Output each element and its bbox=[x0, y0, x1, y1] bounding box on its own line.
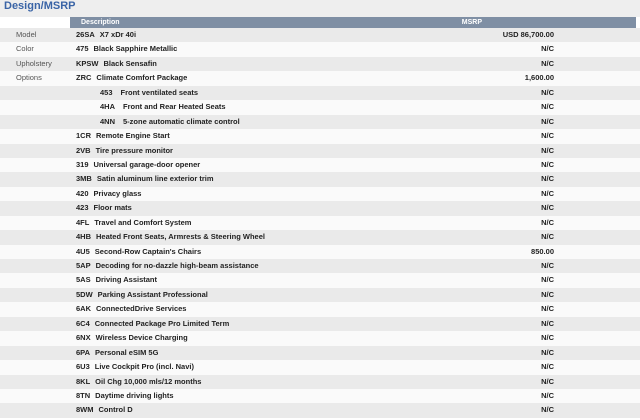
option-msrp: N/C bbox=[541, 362, 554, 372]
option-code: 6C4 bbox=[76, 318, 90, 328]
option-description: 5-zone automatic climate control bbox=[123, 116, 240, 126]
option-msrp: N/C bbox=[541, 304, 554, 314]
table-row bbox=[0, 245, 640, 259]
option-description: Satin aluminum line exterior trim bbox=[96, 174, 214, 184]
option-code: 420 bbox=[76, 188, 89, 198]
option-msrp: N/C bbox=[541, 261, 554, 270]
row-option bbox=[72, 187, 482, 201]
row-category-label bbox=[0, 317, 72, 331]
table-row bbox=[0, 389, 640, 403]
row-category-label bbox=[0, 129, 72, 143]
row-category-label bbox=[0, 273, 72, 287]
row-option bbox=[72, 360, 482, 374]
option-description: Daytime driving lights bbox=[95, 390, 174, 400]
option-description: Universal garage-door opener bbox=[93, 159, 201, 169]
option-code: 6NX bbox=[76, 333, 91, 343]
row-category-label: Color bbox=[16, 44, 34, 54]
option-code: 6AK bbox=[76, 304, 92, 314]
option-description: Oil Chg 10,000 mls/12 months bbox=[95, 376, 202, 386]
option-code: 8WM bbox=[76, 405, 94, 415]
option-msrp: USD 86,700.00 bbox=[502, 30, 554, 39]
option-code: 5AP bbox=[76, 261, 91, 270]
table-row bbox=[0, 71, 640, 85]
option-code: 2VB bbox=[76, 145, 91, 155]
row-category-label bbox=[0, 144, 72, 158]
row-category-label bbox=[0, 216, 72, 230]
row-category-label bbox=[0, 115, 72, 129]
table-row bbox=[0, 158, 640, 172]
row-category-label bbox=[0, 259, 72, 273]
row-category-label bbox=[0, 375, 72, 389]
option-description: Control D bbox=[98, 405, 133, 415]
option-description: Black Sensafin bbox=[103, 58, 157, 68]
option-code: 4NN bbox=[100, 116, 116, 126]
option-msrp: N/C bbox=[541, 58, 554, 68]
table-header bbox=[70, 17, 636, 28]
option-description: Driving Assistant bbox=[95, 275, 157, 285]
table-row bbox=[0, 403, 640, 417]
row-category-label: Model bbox=[16, 30, 37, 39]
row-category-label bbox=[0, 245, 72, 259]
option-code: 4HB bbox=[76, 232, 92, 242]
row-option bbox=[72, 389, 482, 403]
option-msrp: N/C bbox=[541, 145, 554, 155]
option-msrp: N/C bbox=[541, 102, 554, 112]
option-description: ConnectedDrive Services bbox=[96, 304, 187, 314]
table-row bbox=[0, 216, 640, 230]
option-description: Front and Rear Heated Seats bbox=[123, 102, 226, 112]
row-option bbox=[72, 28, 482, 42]
option-msrp: 850.00 bbox=[531, 246, 554, 256]
option-msrp: N/C bbox=[541, 333, 554, 343]
row-category-label bbox=[0, 288, 72, 302]
option-msrp: 1,600.00 bbox=[524, 73, 554, 83]
row-option bbox=[72, 71, 482, 85]
row-option bbox=[72, 100, 482, 114]
option-msrp: N/C bbox=[541, 347, 554, 357]
option-code: 4HA bbox=[100, 102, 116, 112]
option-code: 5AS bbox=[76, 275, 91, 285]
option-code: 5DW bbox=[76, 289, 93, 299]
option-msrp: N/C bbox=[541, 188, 554, 198]
option-description: Second-Row Captain's Chairs bbox=[94, 246, 202, 256]
table-row bbox=[0, 317, 640, 331]
row-category-label bbox=[0, 172, 72, 186]
option-description: Travel and Comfort System bbox=[94, 217, 192, 227]
row-option bbox=[72, 273, 482, 287]
option-msrp: N/C bbox=[541, 159, 554, 169]
option-code: 3MB bbox=[76, 174, 92, 184]
row-category-label bbox=[0, 100, 72, 114]
row-category-label bbox=[0, 201, 72, 215]
option-code: ZRC bbox=[76, 73, 92, 83]
option-code: KPSW bbox=[76, 58, 99, 68]
row-category-label bbox=[0, 389, 72, 403]
option-msrp: N/C bbox=[541, 131, 554, 141]
option-description: Climate Comfort Package bbox=[96, 73, 188, 83]
option-description: Connected Package Pro Limited Term bbox=[94, 318, 230, 328]
table-row bbox=[0, 28, 640, 42]
row-option bbox=[72, 288, 482, 302]
table-row bbox=[0, 86, 640, 100]
table-row bbox=[0, 57, 640, 71]
description-column-header: Description bbox=[81, 19, 120, 26]
option-code: 319 bbox=[76, 159, 89, 169]
option-code: 1CR bbox=[76, 131, 92, 141]
row-option bbox=[72, 375, 482, 389]
option-description: Remote Engine Start bbox=[96, 131, 170, 141]
table-row bbox=[0, 115, 640, 129]
option-msrp: N/C bbox=[541, 390, 554, 400]
row-option bbox=[72, 144, 482, 158]
option-code: 4U5 bbox=[76, 246, 90, 256]
table-row bbox=[0, 375, 640, 389]
option-description: Live Cockpit Pro (incl. Navi) bbox=[94, 362, 194, 372]
option-code: 8KL bbox=[76, 376, 91, 386]
option-description: Floor mats bbox=[93, 203, 132, 213]
option-msrp: N/C bbox=[541, 275, 554, 285]
row-category-label bbox=[0, 302, 72, 316]
option-code: 475 bbox=[76, 44, 89, 54]
row-category-label bbox=[0, 86, 72, 100]
row-category-label bbox=[0, 158, 72, 172]
table-row bbox=[0, 259, 640, 273]
row-option bbox=[72, 115, 482, 129]
row-option bbox=[72, 331, 482, 345]
row-option bbox=[72, 172, 482, 186]
option-table bbox=[0, 28, 640, 418]
option-code: 4FL bbox=[76, 217, 90, 227]
row-option bbox=[72, 317, 482, 331]
row-category-label bbox=[0, 403, 72, 417]
table-row bbox=[0, 100, 640, 114]
option-msrp: N/C bbox=[541, 318, 554, 328]
row-category-label bbox=[0, 331, 72, 345]
option-code: 453 bbox=[100, 87, 113, 97]
option-description: Parking Assistant Professional bbox=[97, 289, 208, 299]
row-option bbox=[72, 129, 482, 143]
row-option bbox=[72, 230, 482, 244]
row-category-label bbox=[0, 360, 72, 374]
option-description: Front ventilated seats bbox=[120, 87, 199, 97]
option-description: Wireless Device Charging bbox=[95, 333, 188, 343]
option-msrp: N/C bbox=[541, 217, 554, 227]
option-description: Tire pressure monitor bbox=[95, 145, 173, 155]
table-row bbox=[0, 288, 640, 302]
table-row bbox=[0, 42, 640, 56]
option-msrp: N/C bbox=[541, 116, 554, 126]
option-description: Black Sapphire Metallic bbox=[93, 44, 178, 54]
table-row bbox=[0, 302, 640, 316]
table-row bbox=[0, 230, 640, 244]
option-description: Decoding for no-dazzle high-beam assistance bbox=[95, 261, 259, 270]
row-option bbox=[72, 57, 482, 71]
table-row bbox=[0, 187, 640, 201]
row-option bbox=[72, 259, 482, 273]
section-title: Design/MSRP bbox=[0, 0, 640, 17]
option-code: 6PA bbox=[76, 347, 91, 357]
option-code: 6U3 bbox=[76, 362, 90, 372]
row-category-label: Options bbox=[16, 73, 42, 83]
table-row bbox=[0, 346, 640, 360]
row-option bbox=[72, 403, 482, 417]
option-description: X7 xDr 40i bbox=[99, 30, 137, 39]
option-code: 26SA bbox=[76, 30, 95, 39]
table-row bbox=[0, 201, 640, 215]
table-row bbox=[0, 360, 640, 374]
option-msrp: N/C bbox=[541, 405, 554, 415]
row-option bbox=[72, 42, 482, 56]
option-msrp: N/C bbox=[541, 87, 554, 97]
row-category-label bbox=[0, 230, 72, 244]
option-msrp: N/C bbox=[541, 232, 554, 242]
row-option bbox=[72, 216, 482, 230]
table-row bbox=[0, 172, 640, 186]
table-row bbox=[0, 331, 640, 345]
option-code: 423 bbox=[76, 203, 89, 213]
option-msrp: N/C bbox=[541, 203, 554, 213]
row-option bbox=[72, 302, 482, 316]
table-row bbox=[0, 273, 640, 287]
row-option bbox=[72, 158, 482, 172]
row-option bbox=[72, 201, 482, 215]
option-msrp: N/C bbox=[541, 376, 554, 386]
msrp-column-header: MSRP bbox=[461, 19, 482, 26]
row-category-label bbox=[0, 346, 72, 360]
table-row bbox=[0, 129, 640, 143]
option-description: Privacy glass bbox=[93, 188, 142, 198]
row-option bbox=[72, 86, 482, 100]
option-description: Heated Front Seats, Armrests & Steering Wheel bbox=[96, 232, 265, 242]
option-msrp: N/C bbox=[541, 44, 554, 54]
row-category-label: Upholstery bbox=[16, 58, 52, 68]
option-code: 8TN bbox=[76, 390, 91, 400]
row-option bbox=[72, 346, 482, 360]
option-msrp: N/C bbox=[541, 289, 554, 299]
row-category-label bbox=[0, 187, 72, 201]
option-description: Personal eSIM 5G bbox=[95, 347, 159, 357]
option-msrp: N/C bbox=[541, 174, 554, 184]
table-row bbox=[0, 144, 640, 158]
row-option bbox=[72, 245, 482, 259]
